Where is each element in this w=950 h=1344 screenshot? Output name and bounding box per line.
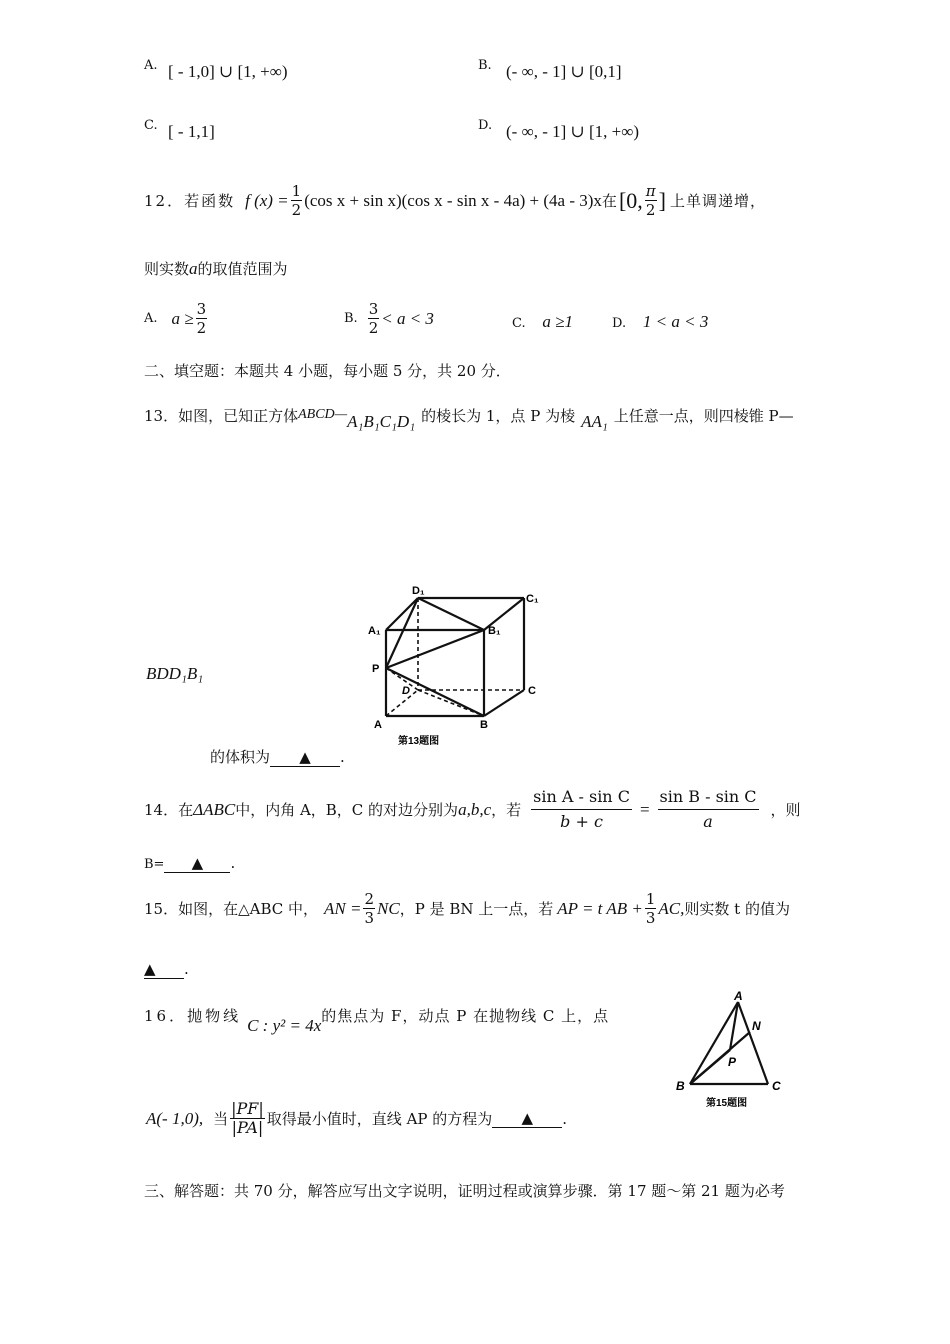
q15-fraction-2-den: 3 <box>645 909 656 927</box>
q12-pi-fraction <box>645 182 657 219</box>
q12-stem <box>144 182 766 219</box>
tri-label-b: B <box>676 1079 685 1093</box>
q15-fraction-2-num: 1 <box>645 890 656 908</box>
cube-label-c1: C₁ <box>526 593 539 605</box>
q15-answer-line <box>144 960 189 979</box>
q15-stem <box>144 890 790 927</box>
q12-half-fraction <box>291 182 303 219</box>
q14-stem <box>144 788 801 831</box>
cube-label-d1: D₁ <box>412 585 425 597</box>
q13-stem <box>144 398 794 432</box>
q14-triangle: ΔABC <box>193 799 236 819</box>
q15-ac: AC, <box>658 898 685 918</box>
cube-label-b1: B₁ <box>488 625 501 637</box>
q12-option-b-num: 3 <box>368 300 379 318</box>
q11-option-a-label: A. <box>144 58 158 73</box>
cube-label-c: C <box>528 685 536 697</box>
q16-line2 <box>146 1100 567 1137</box>
cube-caption: 第13题图 <box>398 736 440 747</box>
q16-curve: C : y² = 4x <box>247 1016 322 1035</box>
q16-pf: |PF| <box>231 1099 264 1118</box>
q12-option-a-pre: a ≥ <box>171 308 194 328</box>
q12-in-word: 在 <box>601 192 617 210</box>
q13-text1: 13．如图，已知正方体 <box>144 406 299 425</box>
q11-option-b-expr: (- ∞, - 1] ∪ [0,1] <box>506 62 622 81</box>
q14-b-eq: B= <box>144 857 165 872</box>
q16-text1: 16．抛物线 <box>144 1006 242 1025</box>
q16-pa: |PA| <box>231 1118 264 1137</box>
q15-fraction-2 <box>645 890 657 927</box>
q14-fraction-2-num: sin B - sin C <box>658 788 759 810</box>
q13-bdd1b1: BDD₁B₁ <box>146 664 204 683</box>
q12-half-den: 2 <box>291 201 302 219</box>
q12-option-c <box>512 312 573 332</box>
tri-label-a: A <box>734 990 743 1003</box>
q13-cube-figure <box>366 582 546 752</box>
section-3-heading: 三、解答题：共 70 分，解答应写出文字说明，证明过程或演算步骤．第 17 题～第 21 题为必考 <box>144 1182 785 1200</box>
q16-text2: 的焦点为 F，动点 P 在抛物线 C 上，点 <box>321 1006 610 1025</box>
q16-end: . <box>562 1109 568 1128</box>
tri-label-n: N <box>752 1019 761 1033</box>
section-2-heading: 二、填空题：本题共 4 小题，每小题 5 分，共 20 分． <box>144 362 511 380</box>
q13-end: . <box>340 748 345 766</box>
q15-triangle-figure <box>670 990 810 1114</box>
q12-option-c-label: C. <box>512 316 526 331</box>
cube-line-pb <box>386 668 484 716</box>
q12-pi-den: 2 <box>645 201 656 219</box>
q13-answer-blank[interactable]: ▲ <box>270 748 340 767</box>
q12-option-b-fraction <box>368 300 380 337</box>
q12-option-a-fraction <box>196 300 208 337</box>
q12-option-a-label: A. <box>144 311 158 326</box>
tri-label-c: C <box>772 1079 781 1093</box>
q12-var-a: a <box>189 259 198 278</box>
q13-text2: 的棱长为 1，点 P 为棱 <box>421 406 576 425</box>
q15-text2: ，P 是 BN 上一点，若 <box>399 900 554 918</box>
q11-option-c-label: C. <box>144 118 158 133</box>
q14-equals: = <box>639 799 650 819</box>
q16-stem <box>144 994 609 1036</box>
q13-text3: 上任意一点，则四棱锥 P— <box>613 406 794 425</box>
q15-text3: 则实数 t 的值为 <box>684 900 790 918</box>
tri-edge-ac <box>738 1002 768 1084</box>
q16-text3: 取得最小值时，直线 AP 的方程为 <box>266 1110 493 1128</box>
q16-ratio-fraction <box>230 1100 265 1137</box>
q15-text1: 15．如图，在△ABC 中， <box>144 900 319 918</box>
q12-option-a <box>144 300 209 337</box>
q15-nc: NC <box>377 898 400 918</box>
q12-option-c-expr: a ≥1 <box>542 312 573 331</box>
cube-label-p: P <box>372 663 380 675</box>
q13-answer-line <box>210 746 345 767</box>
q13-a1b1c1d1: A₁B₁C₁D₁ <box>347 412 416 431</box>
cube-label-b: B <box>480 719 488 731</box>
q11-option-b-label: B. <box>478 58 492 73</box>
q11-option-c-expr: [ - 1,1] <box>168 122 215 141</box>
q14-text1: 14．在 <box>144 801 194 819</box>
cube-label-d: D <box>402 685 410 697</box>
q14-text2: 中，内角 A，B，C 的对边分别为 <box>235 801 459 819</box>
q15-fraction-1-den: 3 <box>364 909 375 927</box>
q13-text4: 的体积为 <box>210 748 271 766</box>
q15-answer-blank[interactable]: ▲ <box>144 960 184 979</box>
q12-after: 上单调递增， <box>669 192 766 210</box>
tri-label-p: P <box>728 1055 737 1069</box>
q14-fraction-2-den: a <box>703 812 713 831</box>
q12-option-d-expr: 1 < a < 3 <box>642 312 709 331</box>
q16-answer-blank[interactable]: ▲ <box>492 1109 562 1128</box>
q12-option-a-num: 3 <box>196 300 207 318</box>
q14-fraction-1 <box>531 788 632 831</box>
q13-abcd: ABCD— <box>298 407 348 422</box>
q12-number: 12．若函数 <box>144 192 236 210</box>
q12-half-num: 1 <box>291 182 302 200</box>
q14-sides: a,b,c <box>458 799 492 819</box>
q15-ap: AP = t AB + <box>557 898 643 918</box>
q12-option-b-post: < a < 3 <box>381 308 434 328</box>
q12-option-b <box>344 300 434 337</box>
q12-option-d <box>612 312 708 332</box>
q12-line2-post: 的取值范围为 <box>197 260 288 278</box>
q12-line2-pre: 则实数 <box>144 260 190 278</box>
cube-label-a: A <box>374 719 382 731</box>
q11-option-d-label: D. <box>478 118 493 133</box>
q12-interval-left: [0, <box>618 187 643 213</box>
tri-line-bp <box>690 1050 730 1084</box>
cube-label-a1: A₁ <box>368 625 381 637</box>
q16-point: A(- 1,0), <box>146 1108 204 1128</box>
q14-end: . <box>230 854 236 872</box>
cube-diag-d1b1 <box>418 598 484 630</box>
q12-option-b-label: B. <box>344 311 358 326</box>
q14-text3: ，若 <box>491 801 522 819</box>
q12-f-lhs: f (x) = <box>245 190 289 210</box>
q14-fraction-1-den: b + c <box>560 812 603 831</box>
q12-f-rhs: (cos x + sin x)(cos x - sin x - 4a) + (4a - 3)x <box>304 190 602 210</box>
q15-fraction-1 <box>363 890 375 927</box>
cube-edge-bc <box>484 690 524 716</box>
q12-option-d-label: D. <box>612 316 627 331</box>
q14-answer-blank[interactable]: ▲ <box>164 854 230 873</box>
q12-interval-right: ] <box>658 187 666 213</box>
q14-text4: ，则 <box>770 801 801 819</box>
q13-aa1: AA₁ <box>581 412 608 431</box>
q15-fraction-1-num: 2 <box>364 890 375 908</box>
q16-dang: 当 <box>213 1110 229 1128</box>
q15-an: AN = <box>324 898 362 918</box>
q12-option-b-den: 2 <box>368 319 379 337</box>
q11-option-a-expr: [ - 1,0] ∪ [1, +∞) <box>168 62 288 81</box>
q12-option-a-den: 2 <box>196 319 207 337</box>
tri-caption: 第15题图 <box>706 1098 748 1109</box>
q12-pi-num: π <box>645 182 656 200</box>
q11-option-d-expr: (- ∞, - 1] ∪ [1, +∞) <box>506 122 640 141</box>
q14-fraction-2 <box>658 788 759 831</box>
q14-answer-line <box>144 854 235 873</box>
q12-line2 <box>144 258 288 279</box>
q14-fraction-1-num: sin A - sin C <box>531 788 632 810</box>
q15-end: . <box>184 960 189 978</box>
